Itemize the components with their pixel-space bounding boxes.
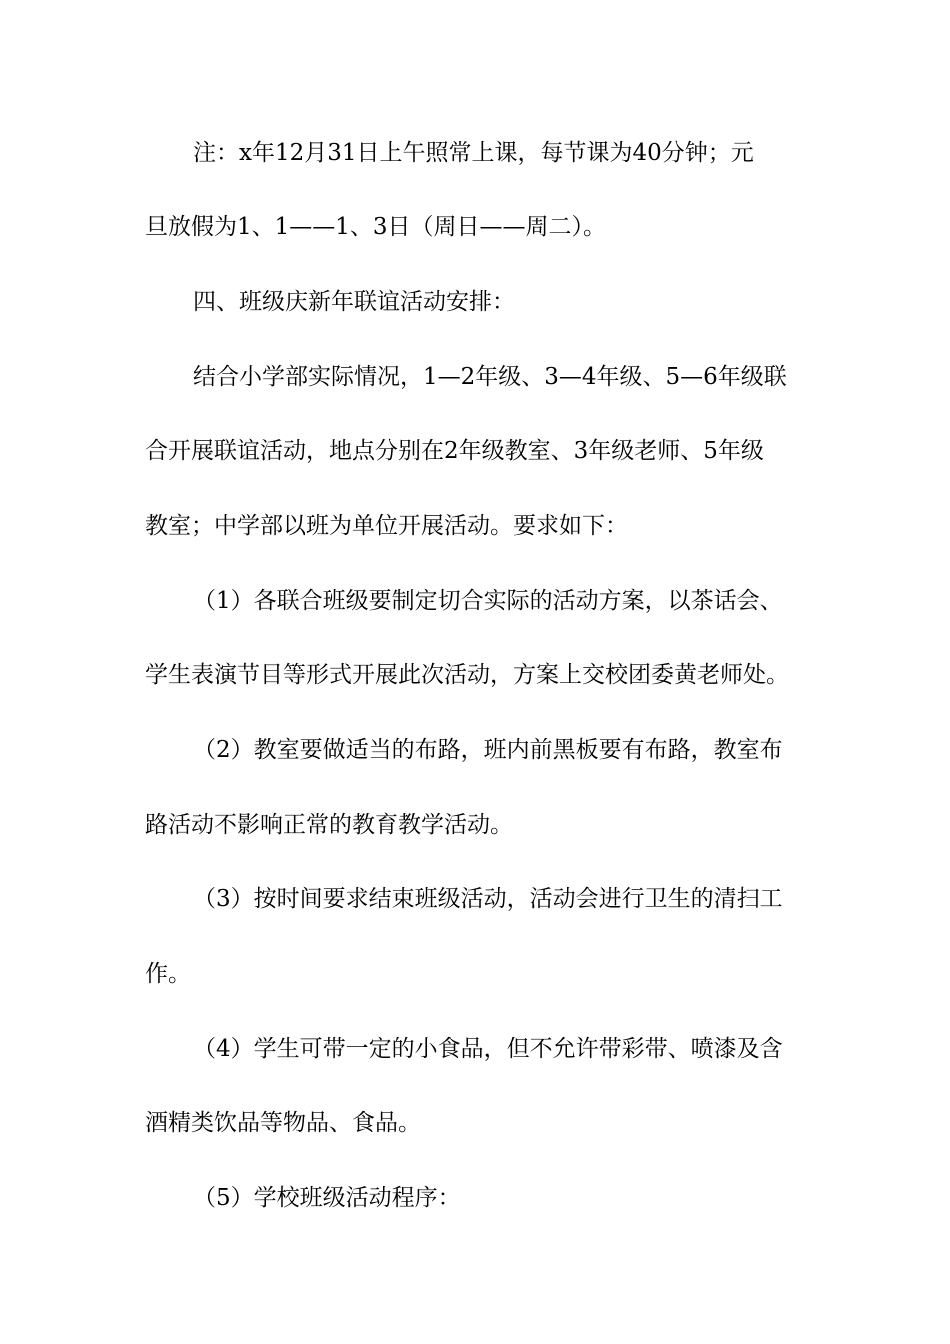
requirement-2-line-1: （2）教室要做适当的布路，班内前黑板要有布路，教室布 — [193, 737, 783, 763]
section-heading: 四、班级庆新年联谊活动安排： — [193, 289, 515, 315]
requirement-3-line-2: 作。 — [145, 961, 191, 987]
requirement-1-line-2: 学生表演节目等形式开展此次活动，方案上交校团委黄老师处。 — [145, 662, 789, 688]
requirement-1-line-1: （1）各联合班级要制定切合实际的活动方案，以茶话会、 — [193, 588, 783, 614]
paragraph-intro-line-2: 合开展联谊活动，地点分别在2年级教室、3年级老师、5年级 — [145, 438, 764, 464]
requirement-4-line-1: （4）学生可带一定的小食品，但不允许带彩带、喷漆及含 — [193, 1036, 783, 1062]
paragraph-note-line-2: 旦放假为1、1——1、3日（周日——周二）。 — [145, 214, 607, 240]
requirement-2-line-2: 路活动不影响正常的教育教学活动。 — [145, 812, 513, 838]
requirement-5-line-1: （5）学校班级活动程序： — [193, 1185, 461, 1211]
requirement-4-line-2: 酒精类饮品等物品、食品。 — [145, 1110, 421, 1136]
paragraph-intro-line-3: 教室；中学部以班为单位开展活动。要求如下： — [145, 513, 628, 539]
paragraph-note-line-1: 注：x年12月31日上午照常上课，每节课为40分钟；元 — [193, 140, 754, 166]
requirement-3-line-1: （3）按时间要求结束班级活动，活动会进行卫生的清扫工 — [193, 886, 783, 912]
paragraph-intro-line-1: 结合小学部实际情况，1—2年级、3—4年级、5—6年级联 — [193, 364, 787, 390]
